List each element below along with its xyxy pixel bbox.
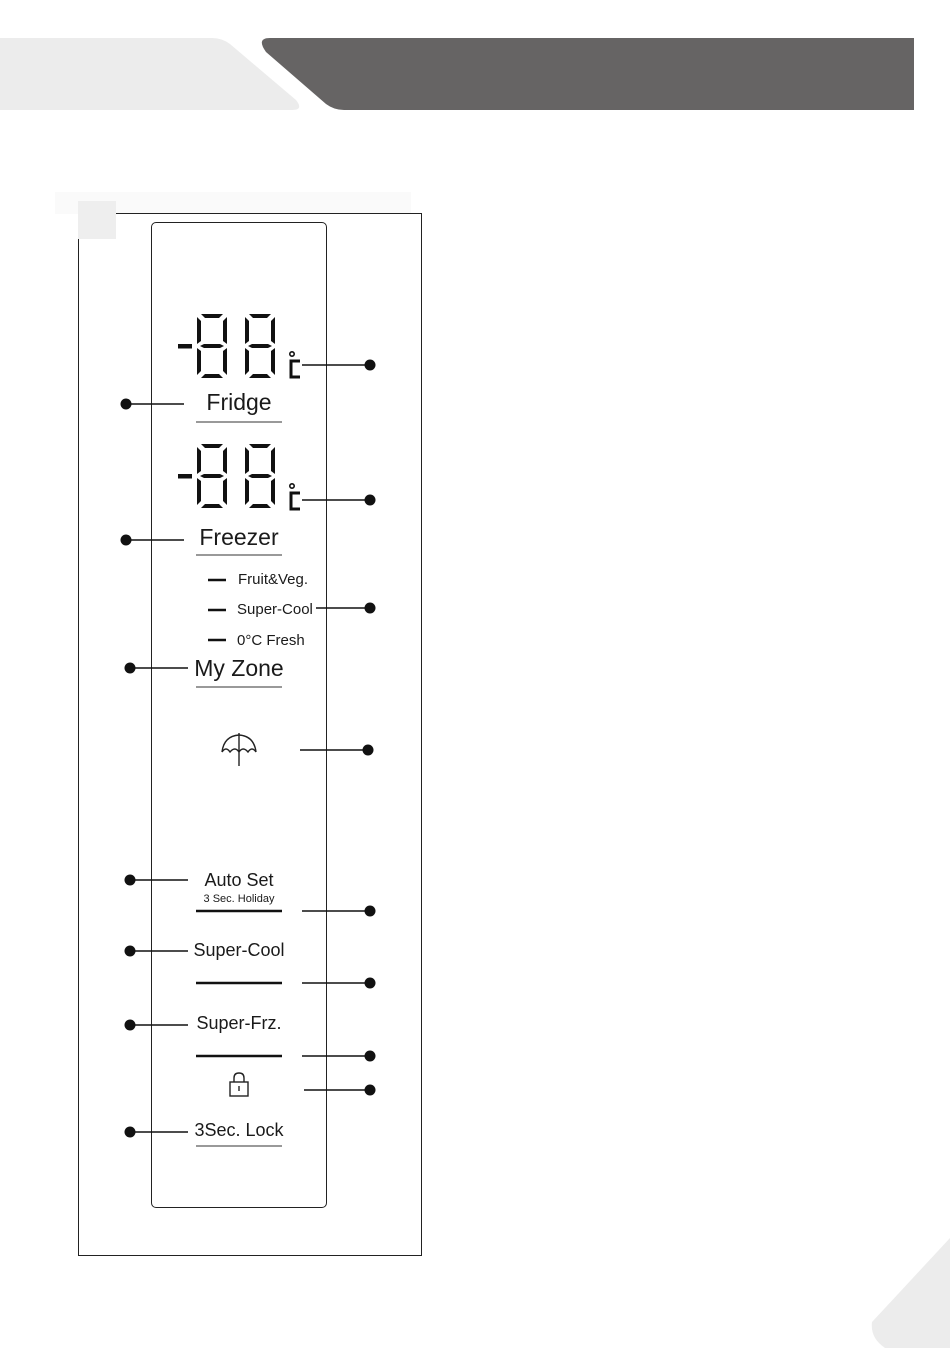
myzone-label[interactable]: My Zone — [194, 655, 284, 681]
indicator-bars — [196, 911, 282, 1056]
left-callouts — [121, 399, 189, 1138]
myzone-option-fresh: 0°C Fresh — [237, 632, 305, 649]
callout-dot-freezer-display — [365, 495, 376, 506]
callout-dot-fridge — [121, 399, 132, 410]
callout-dot-padlock — [365, 1085, 376, 1096]
autoset-holiday-sublabel: 3 Sec. Holiday — [203, 893, 275, 905]
callout-dot-holiday — [363, 745, 374, 756]
umbrella-icon — [222, 733, 256, 766]
freezer-label: Freezer — [199, 524, 279, 550]
fridge-label: Fridge — [206, 389, 272, 415]
myzone-option-dashes — [208, 580, 226, 640]
callout-dot-supercool — [125, 946, 136, 957]
superfrz-button-label[interactable]: Super-Frz. — [196, 1013, 282, 1033]
callout-dot-lock — [125, 1127, 136, 1138]
callout-dot-superfrz — [125, 1020, 136, 1031]
callout-dot-superfrz-bar — [365, 1051, 376, 1062]
callout-dot-myzone-options — [365, 603, 376, 614]
myzone-option-fruitveg: Fruit&Veg. — [238, 571, 309, 588]
padlock-icon — [230, 1073, 248, 1096]
callout-dot-autoset — [125, 875, 136, 886]
callout-dot-myzone — [125, 663, 136, 674]
fridge-temperature-display — [178, 314, 300, 378]
corner-decoration — [872, 1238, 950, 1348]
callout-dot-fridge-display — [365, 360, 376, 371]
supercool-button-label[interactable]: Super-Cool — [193, 940, 285, 960]
freezer-temperature-display — [178, 444, 300, 509]
right-callouts — [300, 360, 376, 1096]
callout-dot-freezer — [121, 535, 132, 546]
autoset-button-label[interactable]: Auto Set — [204, 870, 274, 890]
myzone-option-supercool: Super-Cool — [237, 601, 313, 618]
callout-dot-supercool-bar — [365, 978, 376, 989]
callout-dot-autoset-bar — [365, 906, 376, 917]
lock-button-label[interactable]: 3Sec. Lock — [194, 1120, 284, 1140]
